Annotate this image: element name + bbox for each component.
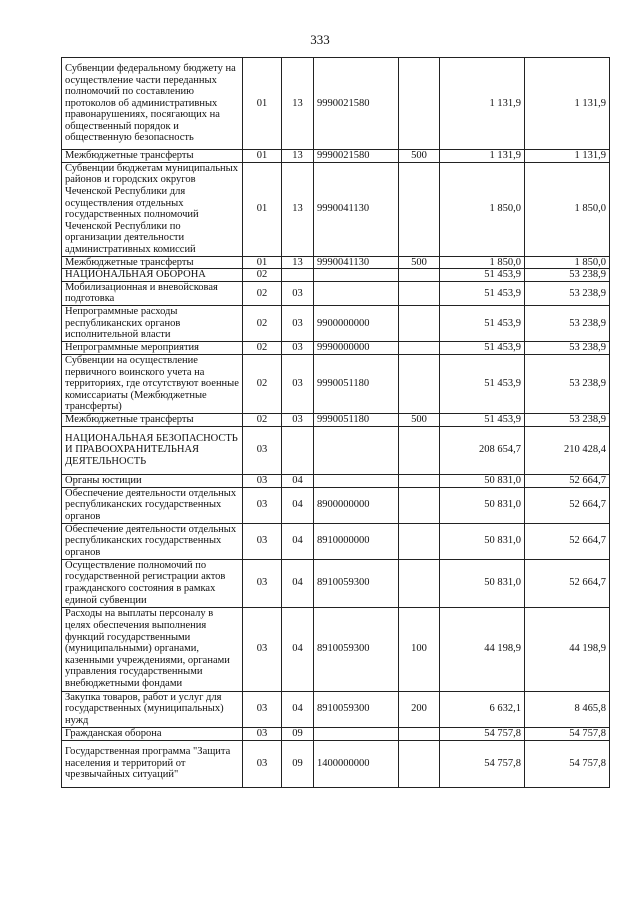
table-row <box>62 474 610 487</box>
amount-year-1: 1 131,9 <box>440 58 525 150</box>
item-name: Непрограммные расходы республиканских органов исполнительной власти <box>62 305 243 341</box>
target-article-code: 8910059300 <box>314 607 399 691</box>
subsection-code: 04 <box>282 559 314 607</box>
subsection-code: 04 <box>282 487 314 523</box>
subsection-code: 13 <box>282 58 314 150</box>
item-name: Межбюджетные трансферты <box>62 413 243 426</box>
amount-year-1: 51 453,9 <box>440 269 525 282</box>
amount-year-1: 1 131,9 <box>440 150 525 163</box>
expense-type-code <box>399 162 440 256</box>
target-article-code <box>314 426 399 474</box>
subsection-code: 03 <box>282 281 314 305</box>
section-code: 02 <box>243 354 282 413</box>
expense-type-code <box>399 269 440 282</box>
amount-year-1: 50 831,0 <box>440 559 525 607</box>
amount-year-2: 53 238,9 <box>525 269 610 282</box>
budget-table <box>61 57 610 788</box>
subsection-code: 04 <box>282 523 314 559</box>
table-row <box>62 256 610 269</box>
table-row <box>62 281 610 305</box>
table-row <box>62 426 610 474</box>
expense-type-code <box>399 281 440 305</box>
amount-year-1: 51 453,9 <box>440 305 525 341</box>
target-article-code: 8900000000 <box>314 487 399 523</box>
table-row <box>62 691 610 727</box>
section-code: 03 <box>243 426 282 474</box>
table-body <box>62 58 610 788</box>
expense-type-code <box>399 487 440 523</box>
amount-year-2: 52 664,7 <box>525 559 610 607</box>
expense-type-code: 500 <box>399 150 440 163</box>
amount-year-1: 50 831,0 <box>440 474 525 487</box>
item-name: Субвенции бюджетам муниципальных районов и городских округов Чеченской Республики для осуществления отдельных государственных полномочий Чеченской Республики по организации деятельности административных комиссий <box>62 162 243 256</box>
section-code: 01 <box>243 150 282 163</box>
amount-year-2: 53 238,9 <box>525 305 610 341</box>
item-name: Осуществление полномочий по государственной регистрации актов гражданского состояния в рамках единой субвенции <box>62 559 243 607</box>
section-code: 02 <box>243 281 282 305</box>
target-article-code: 9990051180 <box>314 354 399 413</box>
subsection-code: 13 <box>282 150 314 163</box>
section-code: 01 <box>243 58 282 150</box>
table-row <box>62 740 610 787</box>
target-article-code: 9990041130 <box>314 256 399 269</box>
amount-year-2: 1 850,0 <box>525 162 610 256</box>
section-code: 02 <box>243 413 282 426</box>
table-row <box>62 559 610 607</box>
table-row <box>62 305 610 341</box>
amount-year-2: 53 238,9 <box>525 281 610 305</box>
target-article-code <box>314 727 399 740</box>
subsection-code: 13 <box>282 162 314 256</box>
section-code: 02 <box>243 269 282 282</box>
amount-year-1: 6 632,1 <box>440 691 525 727</box>
page-number: 333 <box>310 32 330 47</box>
subsection-code: 04 <box>282 607 314 691</box>
expense-type-code <box>399 354 440 413</box>
item-name: Непрограммные мероприятия <box>62 341 243 354</box>
section-code: 01 <box>243 256 282 269</box>
subsection-code: 09 <box>282 727 314 740</box>
amount-year-1: 1 850,0 <box>440 162 525 256</box>
subsection-code: 03 <box>282 354 314 413</box>
expense-type-code <box>399 58 440 150</box>
section-code: 03 <box>243 487 282 523</box>
table-row <box>62 354 610 413</box>
subsection-code: 04 <box>282 691 314 727</box>
table-row <box>62 58 610 150</box>
expense-type-code <box>399 426 440 474</box>
item-name: Субвенции на осуществление первичного воинского учета на территориях, где отсутствуют военные комиссариаты (Межбюджетные трансферты) <box>62 354 243 413</box>
section-code: 03 <box>243 474 282 487</box>
subsection-code: 03 <box>282 305 314 341</box>
amount-year-1: 50 831,0 <box>440 487 525 523</box>
amount-year-1: 54 757,8 <box>440 727 525 740</box>
table-row <box>62 487 610 523</box>
item-name: Государственная программа "Защита населения и территорий от чрезвычайных ситуаций" <box>62 740 243 787</box>
amount-year-2: 54 757,8 <box>525 740 610 787</box>
item-name: Закупка товаров, работ и услуг для государственных (муниципальных) нужд <box>62 691 243 727</box>
expense-type-code: 500 <box>399 256 440 269</box>
item-name: Гражданская оборона <box>62 727 243 740</box>
section-code: 03 <box>243 691 282 727</box>
amount-year-2: 53 238,9 <box>525 413 610 426</box>
target-article-code <box>314 281 399 305</box>
expense-type-code <box>399 559 440 607</box>
subsection-code: 13 <box>282 256 314 269</box>
target-article-code: 1400000000 <box>314 740 399 787</box>
table-row <box>62 269 610 282</box>
section-code: 02 <box>243 305 282 341</box>
table-row <box>62 341 610 354</box>
amount-year-1: 51 453,9 <box>440 354 525 413</box>
target-article-code: 8910000000 <box>314 523 399 559</box>
amount-year-2: 53 238,9 <box>525 354 610 413</box>
expense-type-code <box>399 523 440 559</box>
target-article-code: 9990000000 <box>314 341 399 354</box>
expense-type-code: 200 <box>399 691 440 727</box>
amount-year-2: 1 850,0 <box>525 256 610 269</box>
section-code: 01 <box>243 162 282 256</box>
expense-type-code <box>399 341 440 354</box>
amount-year-2: 54 757,8 <box>525 727 610 740</box>
table-row <box>62 162 610 256</box>
item-name: Обеспечение деятельности отдельных республиканских государственных органов <box>62 487 243 523</box>
target-article-code: 9900000000 <box>314 305 399 341</box>
subsection-code: 03 <box>282 413 314 426</box>
amount-year-1: 44 198,9 <box>440 607 525 691</box>
expense-type-code: 500 <box>399 413 440 426</box>
subsection-code <box>282 426 314 474</box>
item-name: Обеспечение деятельности отдельных республиканских государственных органов <box>62 523 243 559</box>
target-article-code: 9990041130 <box>314 162 399 256</box>
amount-year-2: 52 664,7 <box>525 474 610 487</box>
expense-type-code <box>399 474 440 487</box>
target-article-code: 9990021580 <box>314 150 399 163</box>
section-code: 03 <box>243 607 282 691</box>
subsection-code <box>282 269 314 282</box>
amount-year-1: 51 453,9 <box>440 341 525 354</box>
amount-year-1: 51 453,9 <box>440 281 525 305</box>
expense-type-code: 100 <box>399 607 440 691</box>
table-row <box>62 727 610 740</box>
item-name: Расходы на выплаты персоналу в целях обеспечения выполнения функций государственными (муниципальными) органами, казенными учреждениями, органами управления государственными внебюджетными фондами <box>62 607 243 691</box>
table-row <box>62 413 610 426</box>
amount-year-2: 44 198,9 <box>525 607 610 691</box>
item-name: Органы юстиции <box>62 474 243 487</box>
item-name: НАЦИОНАЛЬНАЯ БЕЗОПАСНОСТЬ И ПРАВООХРАНИТЕЛЬНАЯ ДЕЯТЕЛЬНОСТЬ <box>62 426 243 474</box>
section-code: 02 <box>243 341 282 354</box>
item-name: Мобилизационная и вневойсковая подготовка <box>62 281 243 305</box>
expense-type-code <box>399 305 440 341</box>
amount-year-1: 50 831,0 <box>440 523 525 559</box>
item-name: Субвенции федеральному бюджету на осуществление части переданных полномочий по составлению протоколов об административных правонарушениях, посягающих на общественный порядок и общественную безопасность <box>62 58 243 150</box>
target-article-code <box>314 269 399 282</box>
target-article-code: 8910059300 <box>314 559 399 607</box>
section-code: 03 <box>243 727 282 740</box>
amount-year-1: 1 850,0 <box>440 256 525 269</box>
expense-type-code <box>399 727 440 740</box>
table-row <box>62 607 610 691</box>
amount-year-2: 52 664,7 <box>525 487 610 523</box>
target-article-code: 8910059300 <box>314 691 399 727</box>
table-row <box>62 150 610 163</box>
expense-type-code <box>399 740 440 787</box>
amount-year-2: 8 465,8 <box>525 691 610 727</box>
subsection-code: 03 <box>282 341 314 354</box>
subsection-code: 09 <box>282 740 314 787</box>
table-row <box>62 523 610 559</box>
amount-year-1: 51 453,9 <box>440 413 525 426</box>
section-code: 03 <box>243 523 282 559</box>
amount-year-2: 52 664,7 <box>525 523 610 559</box>
amount-year-2: 1 131,9 <box>525 58 610 150</box>
amount-year-1: 208 654,7 <box>440 426 525 474</box>
target-article-code: 9990021580 <box>314 58 399 150</box>
subsection-code: 04 <box>282 474 314 487</box>
target-article-code <box>314 474 399 487</box>
item-name: Межбюджетные трансферты <box>62 256 243 269</box>
section-code: 03 <box>243 740 282 787</box>
section-code: 03 <box>243 559 282 607</box>
amount-year-2: 53 238,9 <box>525 341 610 354</box>
amount-year-2: 1 131,9 <box>525 150 610 163</box>
item-name: НАЦИОНАЛЬНАЯ ОБОРОНА <box>62 269 243 282</box>
item-name: Межбюджетные трансферты <box>62 150 243 163</box>
amount-year-2: 210 428,4 <box>525 426 610 474</box>
amount-year-1: 54 757,8 <box>440 740 525 787</box>
target-article-code: 9990051180 <box>314 413 399 426</box>
